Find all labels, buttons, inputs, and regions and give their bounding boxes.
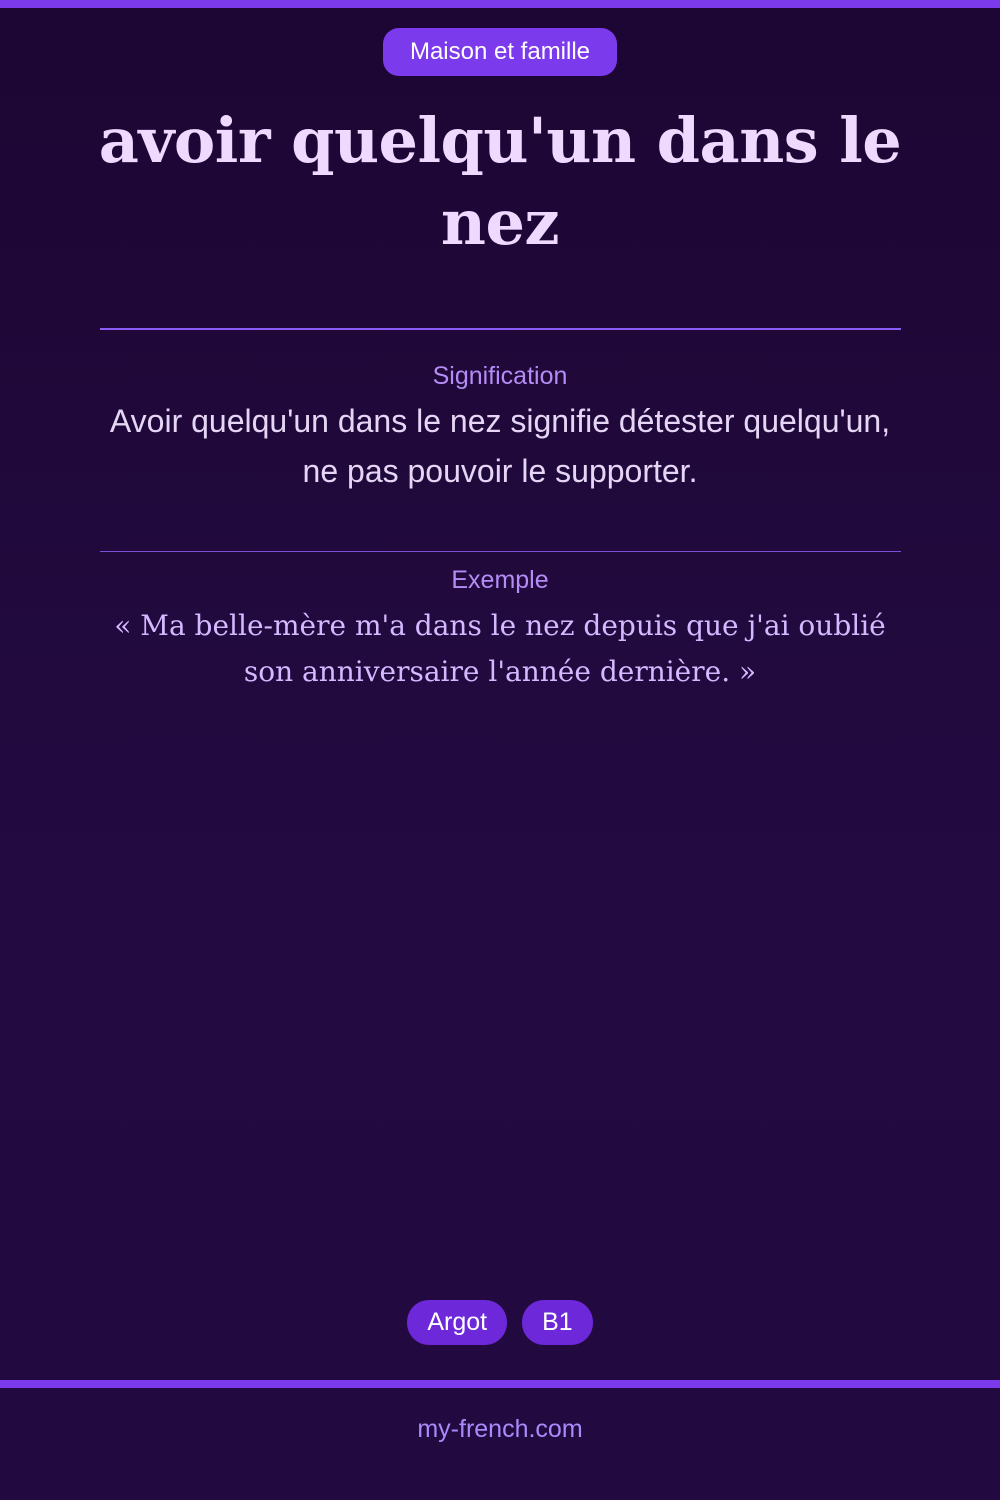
meaning-text: Avoir quelqu'un dans le nez signifie détester quelqu'un, ne pas pouvoir le supporter. bbox=[109, 403, 891, 489]
title-divider bbox=[100, 328, 901, 330]
top-accent-bar bbox=[0, 0, 1000, 8]
tag-list bbox=[0, 1300, 1000, 1345]
example-label: Exemple bbox=[451, 566, 549, 594]
example-text: « Ma belle-mère m'a dans le nez depuis que j'ai oublié son anniversaire l'année dernière. » bbox=[114, 609, 886, 688]
tag-level: B1 bbox=[522, 1300, 593, 1345]
expression-title: avoir quelqu'un dans le nez bbox=[98, 104, 902, 259]
meaning-label: Signification bbox=[432, 362, 568, 390]
footer-site-name: my-french.com bbox=[417, 1415, 583, 1443]
section-divider bbox=[100, 551, 901, 552]
tag-register: Argot bbox=[407, 1300, 507, 1345]
footer-accent-bar bbox=[0, 1380, 1000, 1388]
category-badge: Maison et famille bbox=[383, 28, 617, 76]
